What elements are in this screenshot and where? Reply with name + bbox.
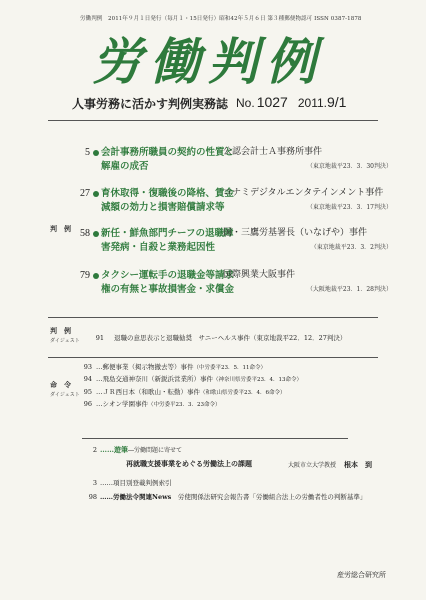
orders-label-text: 命 令: [50, 381, 71, 389]
issue-month-day: 9/1: [326, 94, 347, 110]
order-detail: （中労委平23．3．23命令）: [148, 401, 221, 408]
case-court: （東京地裁平23．3．2判決）: [310, 244, 392, 251]
case-title-line2: 害発病・自殺と業務起因性: [101, 242, 216, 253]
case-title-line2: 解雇の成否: [101, 161, 149, 172]
lecture-author: [288, 460, 372, 470]
digest-page: 91: [95, 334, 104, 342]
order-entry[interactable]: [80, 374, 302, 386]
header-divider: [48, 120, 378, 121]
case-title-line1: タクシー運転手の退職金等請求: [101, 270, 235, 281]
order-page: 96: [83, 399, 92, 408]
bullet-icon: [93, 150, 99, 156]
news-label: ……労働法令関連News: [100, 493, 172, 501]
author-affiliation: 大阪市立大学教授: [288, 462, 337, 469]
author-name: 根本 到: [344, 460, 373, 469]
digest-entry[interactable]: [88, 333, 346, 342]
case-court: （東京地裁平23．3．17判決）: [306, 204, 392, 211]
news-text: 労使関係法研究会報告書「労働組合法上の労働者性の判断基準」: [171, 493, 367, 501]
order-page: 94: [83, 375, 92, 384]
case-title-line2: 権の有無と事故損害金・求償金: [101, 284, 235, 295]
digest-label-sub: ダイジェスト: [50, 338, 80, 344]
digest-text: 退職の意思表示と退職勧奨 サニーヘルス事件（東京地裁平22．12．27判決）: [114, 334, 347, 342]
order-detail: （和歌山県労委平23．4．6命令）: [200, 389, 286, 396]
order-page: 95: [83, 387, 92, 396]
bullet-icon: [93, 231, 99, 237]
order-text: …ＪＲ西日本（和歌山・転勤）事件: [96, 387, 200, 396]
publisher-name: 産労総合研究所: [337, 571, 386, 579]
issue-info: [236, 94, 346, 110]
orders-list: [80, 362, 302, 411]
order-page: 93: [83, 363, 92, 371]
issue-number: 1027: [256, 94, 288, 110]
order-detail: （神奈川県労委平23．4．13命令）: [213, 377, 302, 384]
order-text: …シオン学園事件: [96, 399, 148, 408]
cases-label-text: 判 例: [50, 225, 71, 233]
cases-section-label: [50, 224, 71, 234]
case-title-line1: 新任・鮮魚部門チーフの退職障: [101, 228, 234, 239]
issue-no-label: No.: [236, 96, 255, 110]
order-text: …郵便事業（掲示物撤去等）事件: [96, 363, 194, 371]
case-title-line1: 会計事務所職員の契約の性質と: [101, 147, 235, 158]
case-party: 国際興業大阪事件: [223, 270, 296, 280]
case-party: 国・三鷹労基署長（いなげや）事件: [223, 228, 368, 238]
magazine-subtitle: 人事労務に活かす判例実務誌: [72, 97, 229, 111]
news-entry[interactable]: [85, 492, 380, 501]
lecture-sub: ―労働問題に寄せて: [128, 447, 183, 454]
case-page: 27: [80, 188, 90, 199]
digest-section-label: [50, 326, 80, 344]
case-court: （大阪地裁平23．1．28判決）: [306, 286, 392, 293]
orders-label-sub: ダイジェスト: [50, 392, 80, 398]
lecture-title: 再就職支援事業をめぐる労働法上の課題: [126, 459, 252, 468]
index-text: ……項目別登載判例索引: [100, 479, 172, 487]
case-party: 公認会計士Ａ事務所事件: [223, 147, 323, 157]
section-divider: [48, 317, 378, 318]
index-page: 3: [92, 479, 97, 487]
bullet-icon: [93, 273, 99, 279]
order-detail: （中労委平23．5．11命令）: [193, 365, 266, 371]
index-entry[interactable]: [85, 478, 380, 487]
case-party: コナミデジタルエンタテインメント事件: [223, 188, 384, 198]
lecture-heading[interactable]: [85, 445, 380, 455]
digest-label-text: 判 例: [50, 327, 71, 335]
case-page: 79: [80, 270, 90, 281]
order-text: …飛島交通神奈川（新鋭浜営業所）事件: [96, 375, 213, 384]
publication-info: 労働判例 2011年９月１日発行（毎月１・15日発行）昭和42年５月６日 第３種郵便物認可 ISSN 0387-1878: [80, 16, 362, 22]
news-page: 98: [88, 493, 97, 501]
case-page: 58: [80, 228, 90, 239]
order-entry[interactable]: [80, 399, 302, 411]
case-title-line2: 減額の効力と損害賠償請求等: [101, 202, 225, 213]
section-divider: [48, 357, 378, 358]
bullet-icon: [93, 191, 99, 197]
case-court: （東京地裁平23．3．30判決）: [306, 163, 392, 170]
magazine-title: 労働判例: [92, 32, 324, 91]
order-entry[interactable]: [80, 387, 302, 399]
case-title-line1: 育休取得・復職後の降格、賃金: [101, 188, 235, 199]
issue-year: 2011.: [297, 96, 327, 110]
case-page: 5: [85, 147, 90, 158]
order-entry[interactable]: [80, 362, 302, 374]
lecture-main: ……遊筆: [100, 445, 128, 454]
orders-section-label: [50, 380, 80, 398]
lecture-page: 2: [92, 446, 97, 454]
lower-divider: [82, 438, 348, 439]
